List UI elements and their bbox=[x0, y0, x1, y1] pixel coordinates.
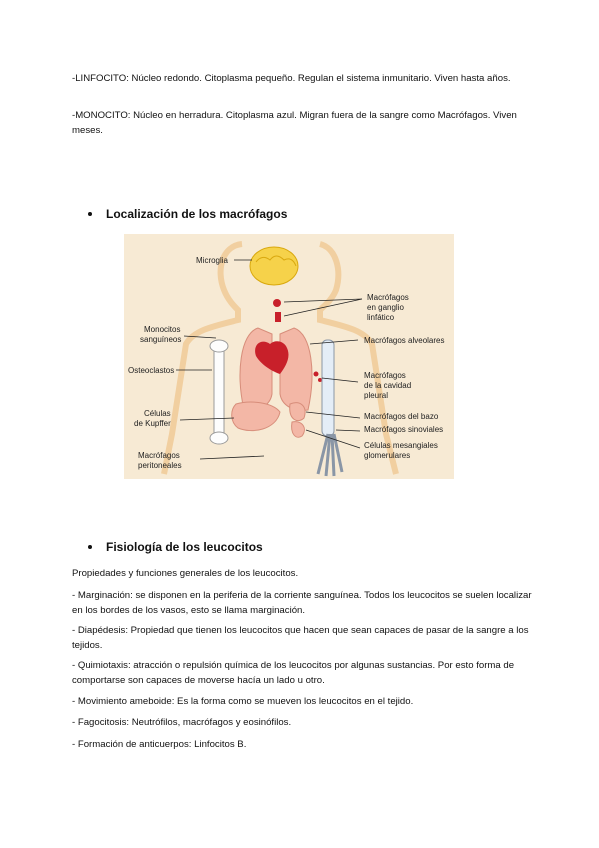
label-alveolares: Macrófagos alveolares bbox=[364, 336, 445, 345]
pleural-macrophage-icon bbox=[314, 372, 319, 377]
paragraph-propiedades: Propiedades y funciones generales de los leucocitos. bbox=[72, 568, 299, 579]
paragraph-fagocitosis: - Fagocitosis: Neutrófilos, macrófagos y eosinófilos. bbox=[72, 717, 292, 728]
bone-end-icon bbox=[210, 432, 228, 444]
label-mesangiales-1: Células mesangiales bbox=[364, 441, 438, 450]
brain-icon bbox=[250, 247, 298, 285]
lymph-node-icon bbox=[275, 312, 281, 322]
paragraph-marginacion: - Marginación: se disponen en la periferia de la corriente sanguínea. Todos los leucocitos se suelen localizar en los bordes de los vasos, esto se llama marginación. bbox=[72, 590, 532, 616]
macrophage-location-diagram bbox=[124, 234, 454, 479]
lymph-node-icon bbox=[273, 299, 281, 307]
spleen-icon bbox=[290, 403, 305, 421]
paragraph-quimiotaxis: - Quimiotaxis: atracción o repulsión química de los leucocitos por algunas sustancias. Por esto forma de comportarse son capaces de moverse hacía un lado u otro. bbox=[72, 660, 515, 686]
paragraph-diapedesis: - Diapédesis: Propiedad que tienen los leucocitos que hacen que sean capaces de pasar de la sangre a los tejidos. bbox=[72, 625, 529, 651]
label-monocitos-2: sanguíneos bbox=[140, 335, 182, 344]
label-peritoneales-1: Macrófagos bbox=[138, 451, 180, 460]
label-pleural-1: Macrófagos bbox=[364, 371, 406, 380]
label-peritoneales-2: peritoneales bbox=[138, 461, 182, 470]
label-osteoclastos: Osteoclastos bbox=[128, 366, 175, 375]
bullet-icon bbox=[88, 545, 92, 549]
label-mesangiales-2: glomerulares bbox=[364, 451, 411, 460]
label-pleural-2: de la cavidad bbox=[364, 381, 412, 390]
label-ganglio-1: Macrófagos bbox=[367, 293, 409, 302]
label-sinoviales: Macrófagos sinoviales bbox=[364, 425, 444, 434]
heading-localizacion-text: Localización de los macrófagos bbox=[106, 207, 288, 221]
paragraph-movimiento: - Movimiento ameboide: Es la forma como se mueven los leucocitos en el tejido. bbox=[72, 696, 414, 707]
heading-localizacion bbox=[88, 207, 287, 221]
label-monocitos-1: Monocitos bbox=[144, 325, 181, 334]
bone-end-icon bbox=[210, 340, 228, 352]
label-kupffer-2: de Kupffer bbox=[134, 419, 171, 428]
femur-bone-icon bbox=[214, 346, 224, 438]
bullet-icon bbox=[88, 212, 92, 216]
kidney-icon bbox=[292, 422, 305, 438]
heading-fisiologia bbox=[88, 540, 263, 554]
label-microglia: Microglia bbox=[196, 256, 229, 265]
label-bazo: Macrófagos del bazo bbox=[364, 412, 439, 421]
label-kupffer-1: Células bbox=[144, 409, 171, 418]
paragraph-anticuerpos: - Formación de anticuerpos: Linfocitos B. bbox=[72, 739, 247, 750]
label-ganglio-3: linfático bbox=[367, 313, 395, 322]
label-pleural-3: pleural bbox=[364, 391, 389, 400]
pleural-macrophage-icon bbox=[318, 378, 322, 382]
paragraph-monocito: -MONOCITO: Núcleo en herradura. Citoplasma azul. Migran fuera de la sangre como Macrófagos. Viven meses. bbox=[72, 110, 517, 136]
paragraph-linfocito: -LINFOCITO: Núcleo redondo. Citoplasma pequeño. Regulan el sistema inmunitario. Viven hasta años. bbox=[72, 73, 511, 84]
arm-bone-icon bbox=[322, 340, 334, 436]
heading-fisiologia-text: Fisiología de los leucocitos bbox=[106, 540, 263, 554]
label-ganglio-2: en ganglio bbox=[367, 303, 404, 312]
